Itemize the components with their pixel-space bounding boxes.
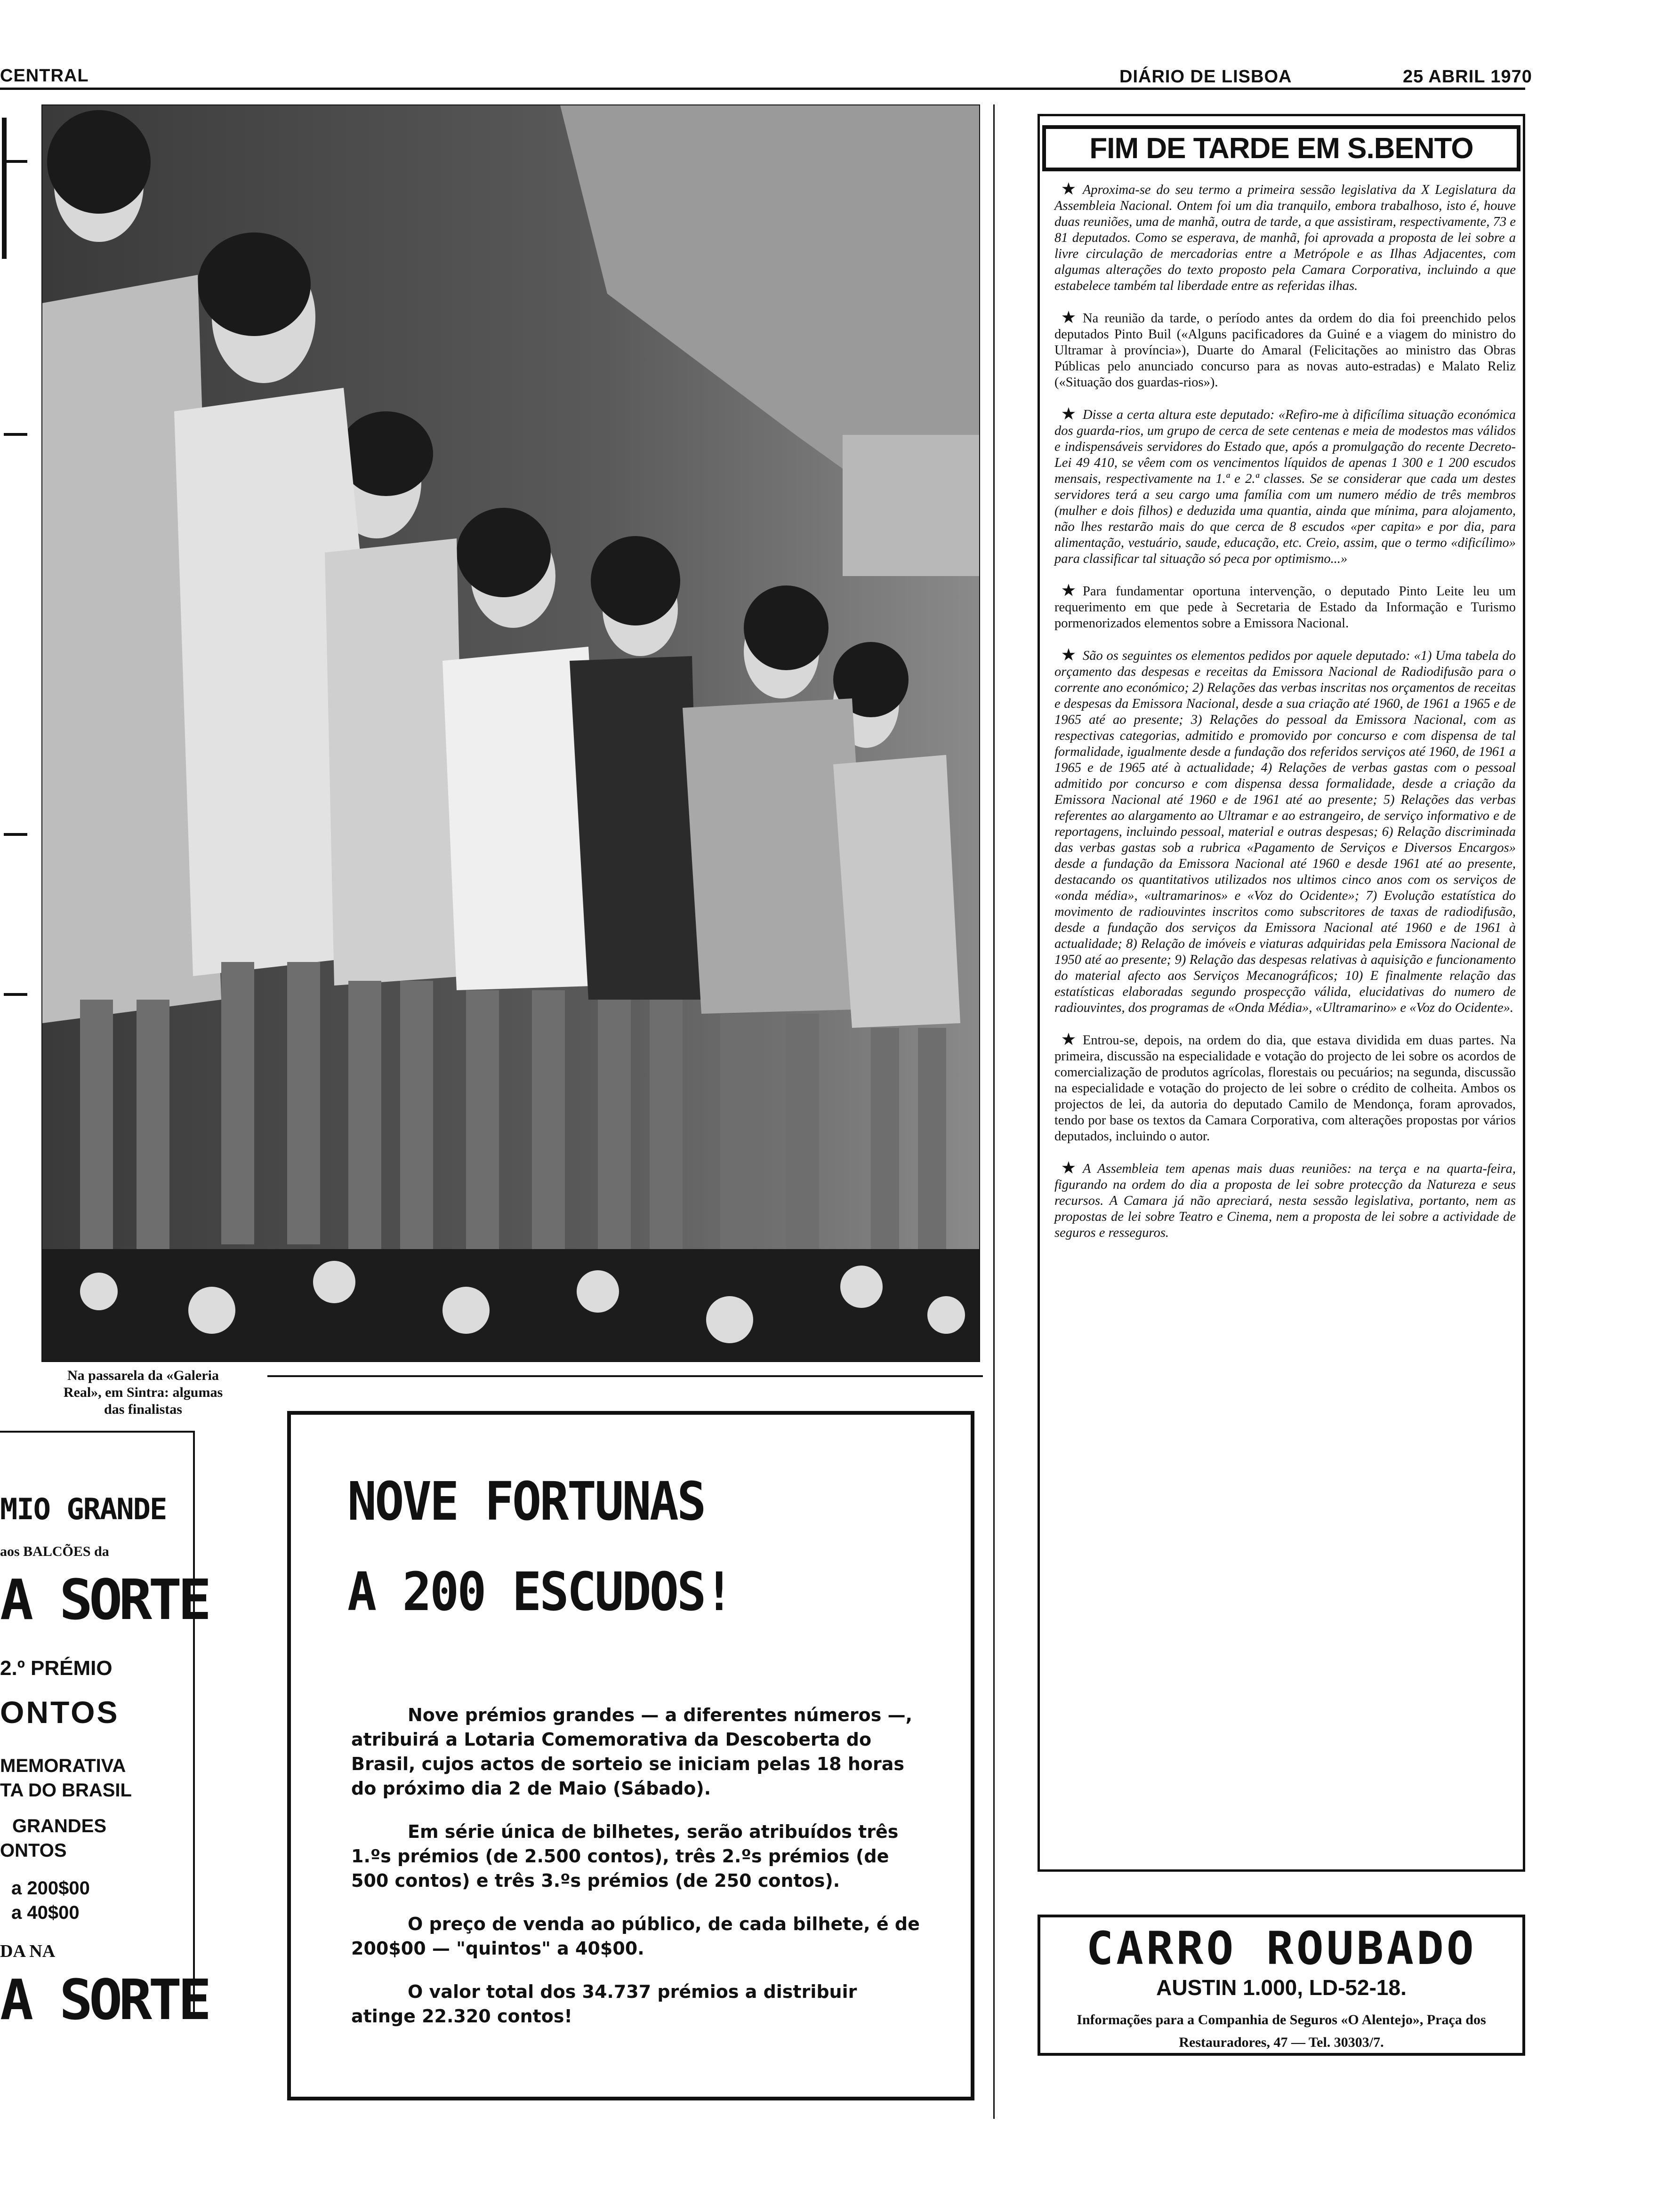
paragraph-text: Para fundamentar oportuna intervenção, o deputado Pinto Leite leu um requerimento em que pede à Secretaria de Estado da Informação e Turismo pormenorizados elementos sobre a Emissora Nacional. xyxy=(1054,584,1516,631)
newspaper-name: DIÁRIO DE LISBOA xyxy=(1119,67,1292,87)
paragraph-text: São os seguintes os elementos pedidos por aquele deputado: «1) Uma tabela do orçamento das despesas e receitas da Emissora Nacional de Radiodifusão para o corrente ano económico; 2) Relações das verbas inscritas nos orçamentos de receitas e despesas da Emissora Nacional, desde a sua criação até 1960, de 1961 a 1965 e de 1965 até ao presente; 3) Relações do pessoal da Emissora Nacional, com as respectivas categorias, admitido e promovido por concurso e com dispensa de tal formalidade, igualmente desde a fundação dos referidos serviços até 1960, de 1961 a 1965 e de 1965 até à actualidade; 4) Relações de verbas gastas com o pessoal admitido por concurso e com dispensa dessa formalidade, desde a criação da Emissora Nacional até 1960 e de 1961 até ao presente; 5) Relações das verbas referentes ao alargamento ao Ultramar e ao estrangeiro, de serviço informativo e de reportagens, incluindo pessoal, material e outras despesas; 6) Relação discriminada das verbas gastas sob a rubrica «Pagamento de Serviços e Diversos Encargos» desde a fundação da Emissora Nacional até 1960 e desde 1961 até ao presente, destacando os quantitativos utilizados nos ultimos cinco anos com os serviços de «onda média», «ultramarinos» e «Voz do Ocidente»; 7) Evolução estatística do movimento de radiouvintes inscritos como subscritores de taxas de radiodifusão, desde a fundação dos serviços da Emissora Nacional até 1960 e de 1961 à actualidade; 8) Relação de imóveis e viaturas adquiridas pela Emissora Nacional de 1950 até ao presente; 9) Relação das despesas relativas à aquisição e funcionamento do material afecto aos Serviços Mecanográficos; 10) E finalmente relação das estatísticas elaboradas segundo prospecção válida, elucidativas do numero de radiouvintes, dos programas de «Onda Média», «Ultramarino» e «Voz do Ocidente». xyxy=(1054,649,1516,1015)
article-paragraph xyxy=(1054,406,1516,567)
ad-line: A SORTE xyxy=(0,1967,208,2032)
ad-line: ONTOS xyxy=(0,1695,120,1730)
column-rule xyxy=(993,104,995,2119)
star-icon: ★ xyxy=(1062,1031,1076,1048)
margin-mark xyxy=(4,433,27,436)
ad-paragraph: O preço de venda ao público, de cada bilhete, é de 200$00 — "quintos" a 40$00. xyxy=(351,1914,920,1959)
section-label: CENTRAL xyxy=(0,66,89,86)
photo-caption xyxy=(40,1367,247,1418)
paragraph-text: Na reunião da tarde, o período antes da ordem do dia foi preenchido pelos deputados Pinto Buil («Alguns pacificadores da Guiné e a viagem do ministro do Ultramar à província»), Duarte do Amaral (Felicitações ao ministro das Obras Públicas pelo anunciado concurso para as novas auto-estradas) e Malato Reliz («Situação dos guardas-rios»). xyxy=(1054,311,1516,390)
left-ad-right-rule xyxy=(193,1431,195,2014)
ad-paragraph: O valor total dos 34.737 prémios a distribuir atinge 22.320 contos! xyxy=(351,1981,857,2027)
ad-line: TA DO BRASIL xyxy=(0,1780,132,1801)
article-paragraph xyxy=(1054,647,1516,1016)
ad-line: a 40$00 xyxy=(11,1902,80,1923)
paragraph-text: A Assembleia tem apenas mais duas reuniões: na terça e na quarta-feira, figurando na ordem do dia a proposta de lei sobre protecção da Natureza e seus recursos. A Camara já não apreciará, nesta sessão legislativa, portanto, nem as propostas de lei sobre Teatro e Cinema, nem a proposta de lei sobre a actividade de seguros e resseguros. xyxy=(1054,1162,1516,1240)
article-paragraph xyxy=(1054,1160,1516,1241)
contact-info: Informações para a Companhia de Seguros «O Alentejo», Praça dos Restauradores, 47 — Tel. 30303/7. xyxy=(1077,2012,1486,2050)
ad-paragraph: Em série única de bilhetes, serão atribuídos três 1.ºs prémios (de 2.500 contos), três 2.ºs prémios (de 500 contos) e três 3.ºs prémios (de 250 contos). xyxy=(351,1821,899,1891)
ad-headline-2: A 200 ESCUDOS! xyxy=(347,1562,732,1623)
margin-mark xyxy=(4,160,27,163)
paragraph-text: Entrou-se, depois, na ordem do dia, que estava dividida em duas partes. Na primeira, discussão na especialidade e votação do projecto de lei sobre os acordos de comercialização de produtos agrícolas, florestais ou pecuários; na segunda, discussão na especialidade e votação do projecto de lei sobre o crédito de colheita. Ambos os projectos de lei, da autoria do deputado Camilo de Mendonça, foram aprovados, tendo por base os textos da Camara Corporativa, com alterações propostas por vários deputados, incluindo o autor. xyxy=(1054,1033,1516,1144)
star-icon: ★ xyxy=(1062,309,1076,326)
car-model: AUSTIN 1.000, LD-52-18. xyxy=(1156,1975,1407,2000)
left-lottery-ad xyxy=(0,1426,208,2032)
article-title: FIM DE TARDE EM S.BENTO xyxy=(1042,125,1520,171)
ad-line: a 200$00 xyxy=(11,1878,90,1899)
ad-line: DA NA xyxy=(0,1941,56,1961)
star-icon: ★ xyxy=(1062,582,1076,599)
ad-paragraph: Nove prémios grandes — a diferentes números —, atribuirá a Lotaria Comemorativa da Descoberta do Brasil, cujos actos de sorteio se iniciam pelas 18 horas do próximo dia 2 de Maio (Sábado). xyxy=(351,1705,913,1799)
header-rule xyxy=(0,88,1525,90)
star-icon: ★ xyxy=(1062,646,1076,663)
ad-line: GRANDES xyxy=(12,1816,107,1836)
caption-line: das finalistas xyxy=(104,1402,182,1417)
article-paragraph xyxy=(1054,582,1516,632)
ad-line: aos BALCÕES da xyxy=(0,1544,109,1559)
article-paragraph xyxy=(1054,181,1516,294)
margin-mark xyxy=(4,833,27,836)
ad-line: ONTOS xyxy=(0,1840,67,1861)
ad-body xyxy=(351,1703,925,2028)
ad-line: MIO GRANDE xyxy=(0,1492,167,1526)
ad-line: MEMORATIVA xyxy=(0,1755,126,1776)
lottery-ad-box xyxy=(287,1411,974,2100)
star-icon: ★ xyxy=(1062,405,1076,422)
paragraph-text: Aproxima-se do seu termo a primeira sessão legislativa da X Legislatura da Assembleia Nacional. Ontem foi um dia tranquilo, embora trabalhoso, isto é, houve duas reuniões, uma de manhã, outra de tarde, a que assistiram, respectivamente, 73 e 81 deputados. Como se esperava, de manhã, foi aprovada a proposta de lei sobre a livre circulação de mercadorias entre a Metrópole e as Ilhas Adjacentes, com algumas alterações do texto proposto pela Camara Corporativa, incluindo a que estabelece também tal liberdade entre as referidas ilhas. xyxy=(1054,183,1516,293)
article-paragraph xyxy=(1054,1031,1516,1145)
ad-line: A SORTE xyxy=(0,1567,208,1632)
notice-title: CARRO ROUBADO xyxy=(1086,1922,1477,1975)
margin-mark xyxy=(2,118,7,259)
caption-line: Real», em Sintra: algumas xyxy=(63,1385,223,1400)
article-body xyxy=(1054,181,1516,1256)
issue-date: 25 ABRIL 1970 xyxy=(1403,67,1532,87)
ad-line: 2.º PRÉMIO xyxy=(0,1657,113,1680)
paragraph-text: Disse a certa altura este deputado: «Refiro-me à dificílima situação económica dos guarda-rios, um grupo de cerca de sete centenas e meia de modestos mas válidos e indispensáveis servidores do Estado que, após a promulgação do recente Decreto-Lei 49 410, se vêem com os vencimentos líquidos de apenas 1 300 e 1 200 escudos mensais, respectivamente na 1.ª e 2.ª classes. Se se considerar que cada um destes servidores terá a seu cargo uma família com um numero médio de três membros (mulher e dois filhos) e deduzida uma quantia, ainda que mínima, para alojamento, não lhes restarão mais do que cerca de 8 escudos «per capita» e por dia, para alimentação, vestuário, saude, educação, etc. Creio, assim, que o termo «dificílimo» para classificar tal situação só peca por optimismo...» xyxy=(1054,408,1516,566)
article-paragraph xyxy=(1054,309,1516,391)
runway-photo xyxy=(41,104,980,1362)
star-icon: ★ xyxy=(1062,1159,1076,1176)
ad-headline-1: NOVE FORTUNAS xyxy=(347,1471,705,1532)
margin-mark xyxy=(4,993,27,996)
star-icon: ★ xyxy=(1062,180,1076,197)
caption-line: Na passarela da «Galeria xyxy=(67,1368,219,1383)
section-rule xyxy=(267,1375,983,1377)
stolen-car-notice xyxy=(1038,1915,1525,2056)
